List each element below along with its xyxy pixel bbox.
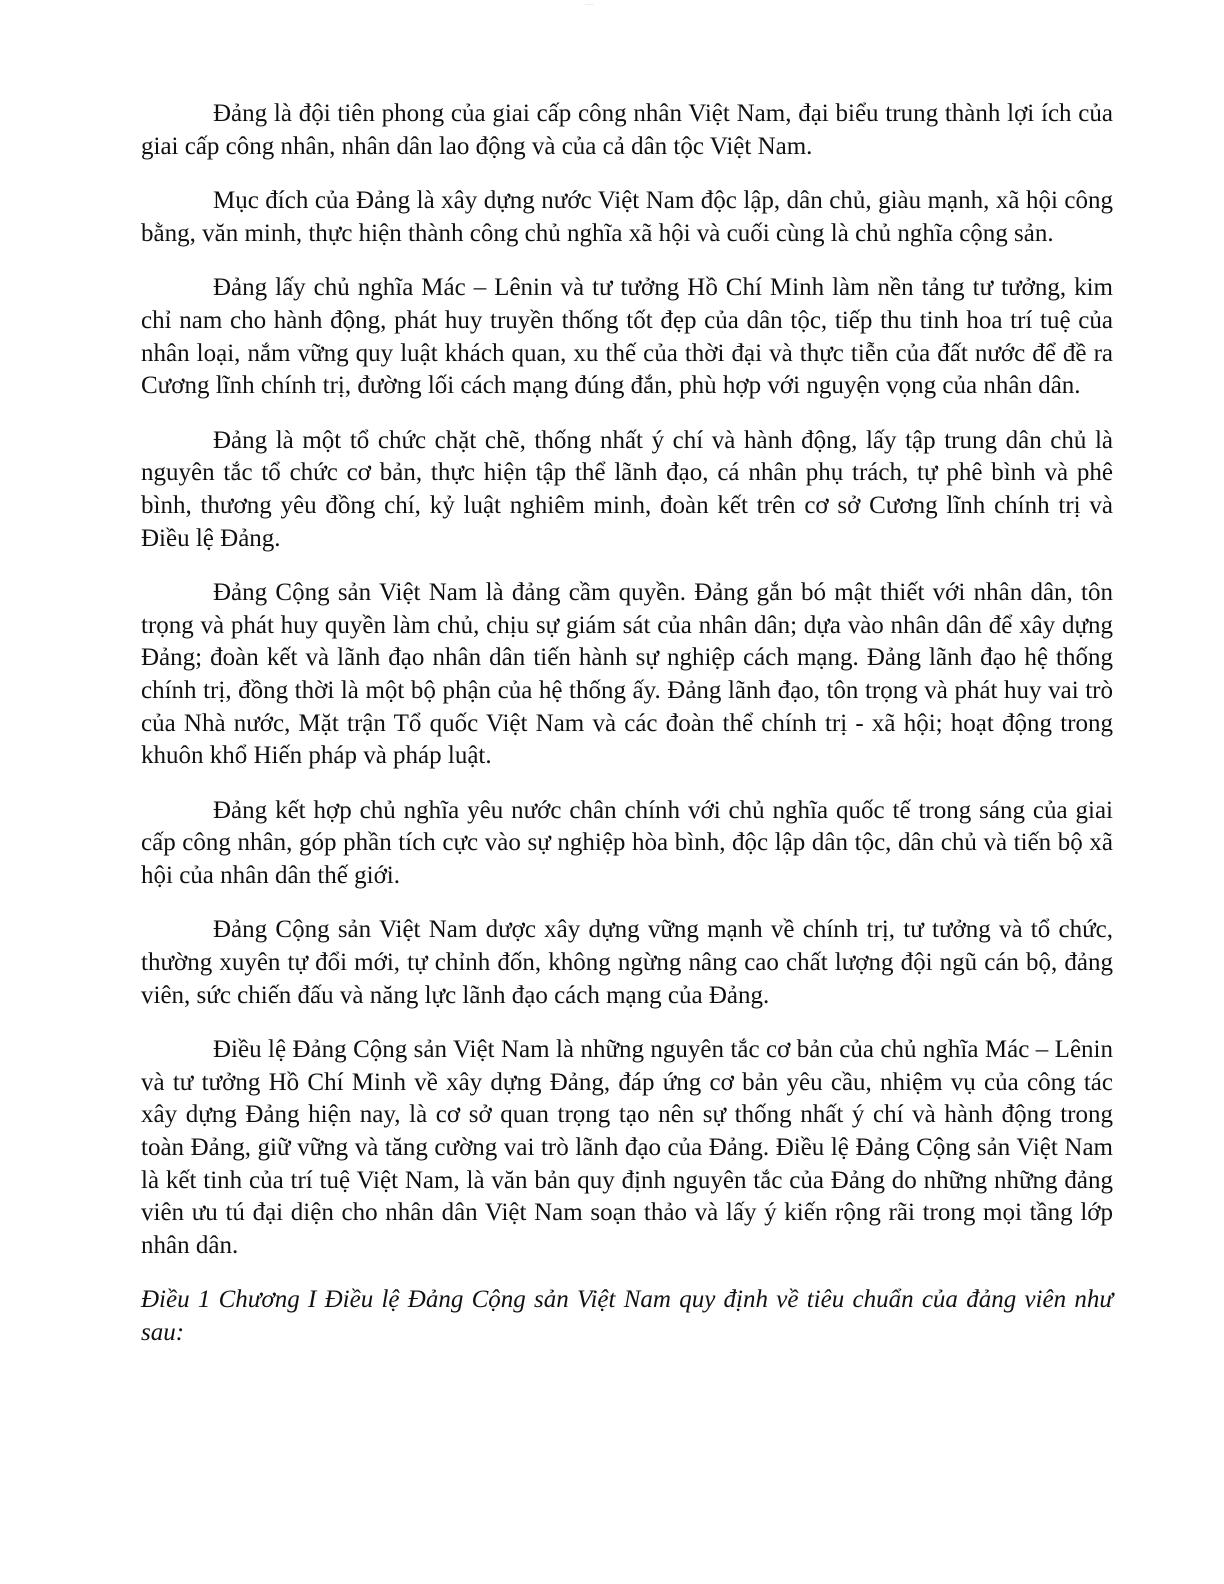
header-mark: ——— (585, 2, 594, 6)
paragraph-2: Mục đích của Đảng là xây dựng nước Việt Nam độc lập, dân chủ, giàu mạnh, xã hội công bằng, văn minh, thực hiện thành công chủ nghĩa xã hội và cuối cùng là chủ nghĩa cộng sản. (141, 187, 1113, 247)
paragraph-7: Đảng Cộng sản Việt Nam dược xây dựng vững mạnh về chính trị, tư tưởng và tổ chức, thường xuyên tự đổi mới, tự chỉnh đốn, không ngừng nâng cao chất lượng đội ngũ cán bộ, đảng viên, sức chiến đấu và năng lực lãnh đạo cách mạng của Đảng. (141, 916, 1113, 1009)
paragraph-3: Đảng lấy chủ nghĩa Mác – Lênin và tư tưởng Hồ Chí Minh làm nền tảng tư tưởng, kim chỉ nam cho hành động, phát huy truyền thống tốt đẹp của dân tộc, tiếp thu tinh hoa trí tuệ của nhân loại, nắm vững quy luật khách quan, xu thế của thời đại và thực tiễn của đất nước để đề ra Cương lĩnh chính trị, đường lối cách mạng đúng đắn, phù hợp với nguyện vọng của nhân dân. (141, 274, 1113, 400)
paragraph-5: Đảng Cộng sản Việt Nam là đảng cầm quyền. Đảng gắn bó mật thiết với nhân dân, tôn trọng và phát huy quyền làm chủ, chịu sự giám sát của nhân dân; dựa vào nhân dân để xây dựng Đảng; đoàn kết và lãnh đạo nhân dân tiến hành sự nghiệp cách mạng. Đảng lãnh đạo hệ thống chính trị, đồng thời là một bộ phận của hệ thống ấy. Đảng lãnh đạo, tôn trọng và phát huy vai trò của Nhà nước, Mặt trận Tổ quốc Việt Nam và các đoàn thể chính trị - xã hội; hoạt động trong khuôn khổ Hiến pháp và pháp luật. (141, 579, 1113, 770)
paragraph-4: Đảng là một tổ chức chặt chẽ, thống nhất ý chí và hành động, lấy tập trung dân chủ là nguyên tắc tổ chức cơ bản, thực hiện tập thể lãnh đạo, cá nhân phụ trách, tự phê bình và phê bình, thương yêu đồng chí, kỷ luật nghiêm minh, đoàn kết trên cơ sở Cương lĩnh chính trị và Điều lệ Đảng. (141, 426, 1113, 552)
paragraph-6: Đảng kết hợp chủ nghĩa yêu nước chân chính với chủ nghĩa quốc tế trong sáng của giai cấp công nhân, góp phần tích cực vào sự nghiệp hòa bình, độc lập dân tộc, dân chủ và tiến bộ xã hội của nhân dân thế giới. (141, 796, 1113, 889)
closing-italic-paragraph: Điều 1 Chương I Điều lệ Đảng Cộng sản Việt Nam quy định về tiêu chuẩn của đảng viên như sau: (141, 1286, 1113, 1346)
paragraph-8: Điều lệ Đảng Cộng sản Việt Nam là những nguyên tắc cơ bản của chủ nghĩa Mác – Lênin và tư tưởng Hồ Chí Minh về xây dựng Đảng, đáp ứng cơ bản yêu cầu, nhiệm vụ của công tác xây dựng Đảng hiện nay, là cơ sở quan trọng tạo nên sự thống nhất ý chí và hành động trong toàn Đảng, giữ vững và tăng cường vai trò lãnh đạo của Đảng. Điều lệ Đảng Cộng sản Việt Nam là kết tinh của trí tuệ Việt Nam, là văn bản quy định nguyên tắc của Đảng do những những đảng viên ưu tú đại diện cho nhân dân Việt Nam soạn thảo và lấy ý kiến rộng rãi trong mọi tầng lớp nhân dân. (141, 1036, 1113, 1259)
document-body (141, 98, 1113, 1372)
paragraph-1: Đảng là đội tiên phong của giai cấp công nhân Việt Nam, đại biểu trung thành lợi ích của giai cấp công nhân, nhân dân lao động và của cả dân tộc Việt Nam. (141, 100, 1113, 160)
